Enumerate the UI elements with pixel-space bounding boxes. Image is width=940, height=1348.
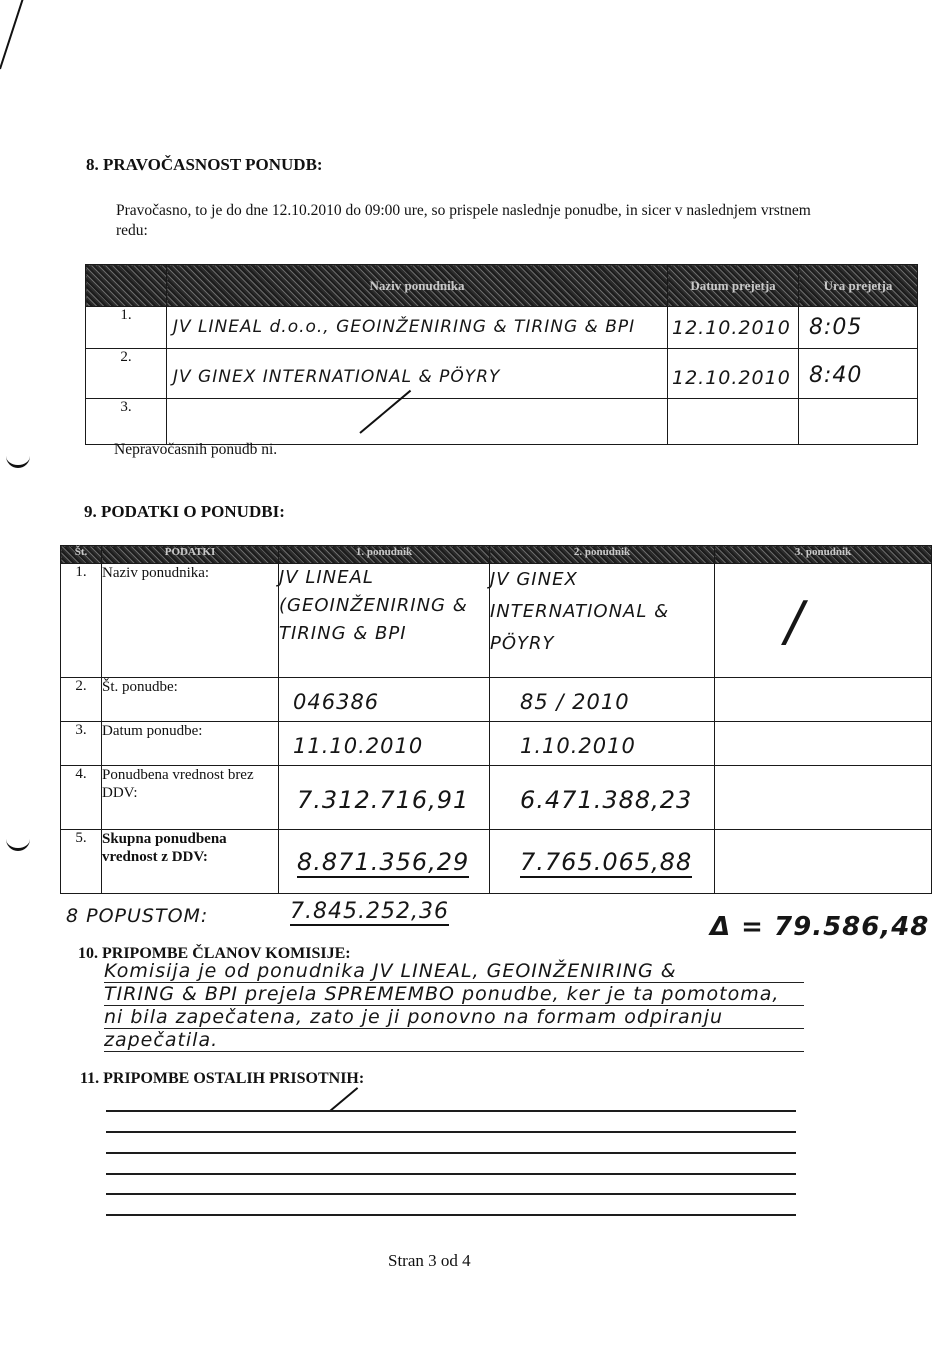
punch-mark-1 (6, 455, 30, 468)
receipt-date: 12.10.2010 (668, 307, 799, 349)
row-number: 1. (86, 307, 167, 349)
bidder-1-value: 11.10.2010 (279, 722, 490, 766)
bidder-3-value: / (715, 564, 932, 678)
table-row (61, 766, 932, 830)
remark-line: ni bila zapečatena, zato je ji ponovno na formam odpiranju (104, 1006, 804, 1029)
strike-stroke (329, 1087, 358, 1112)
row-label: Št. ponudbe: (102, 678, 279, 722)
bidder-name (167, 399, 668, 445)
row-number: 5. (61, 830, 102, 894)
receipt-date (668, 399, 799, 445)
bidder-2-value: 7.765.065,88 (520, 848, 693, 876)
bidder-2-value: 1.10.2010 (490, 722, 715, 766)
section-8-title: 8. PRAVOČASNOST PONUDB: (86, 155, 323, 174)
blank-line (106, 1110, 796, 1112)
bidder-name: JV LINEAL d.o.o., GEOINŽENIRING & TIRING & BPI (167, 307, 668, 349)
receipt-time: 8:40 (799, 349, 918, 399)
row-number: 3. (61, 722, 102, 766)
bidder-2-total-cell (490, 830, 715, 894)
bidder-1-value: JV LINEAL (GEOINŽENIRING & TIRING & BPI (279, 564, 490, 678)
remark-line: zapečatila. (104, 1029, 804, 1052)
row-number: 2. (86, 349, 167, 399)
timeliness-table (85, 264, 918, 445)
bidder-3-value (715, 678, 932, 722)
header-cell-date: Datum prejetja (668, 265, 799, 307)
header-cell-time: Ura prejetja (799, 265, 918, 307)
blank-line (106, 1193, 796, 1195)
bidder-3-value (715, 766, 932, 830)
section-8-intro: Pravočasno, to je do dne 12.10.2010 do 09:00 ure, so prispele naslednje ponudbe, in sicer v naslednjem vrstnem redu: (116, 202, 811, 239)
table-row (86, 349, 918, 399)
row-number: 4. (61, 766, 102, 830)
committee-remarks (104, 960, 804, 1052)
blank-line (106, 1152, 796, 1154)
receipt-time: 8:05 (799, 307, 918, 349)
row-number: 1. (61, 564, 102, 678)
header-cell-bidder-1: 1. ponudnik (279, 546, 490, 564)
bidder-1-value: 8.871.356,29 (297, 848, 470, 876)
bidder-1-value: 7.312.716,91 (279, 766, 490, 830)
section-10-title: 10. PRIPOMBE ČLANOV KOMISIJE: (78, 945, 351, 962)
row-number: 2. (61, 678, 102, 722)
bidder-name: JV GINEX INTERNATIONAL & PÖYRY (167, 349, 668, 399)
row-number: 3. (86, 399, 167, 445)
punch-mark-2 (6, 838, 30, 851)
receipt-time (799, 399, 918, 445)
header-cell-bidder-2: 2. ponudnik (490, 546, 715, 564)
table-row (86, 399, 918, 445)
late-bids-note: Nepravočasnih ponudb ni. (114, 441, 278, 458)
bidder-2-value: 6.471.388,23 (490, 766, 715, 830)
blank-line (106, 1214, 796, 1216)
receipt-date: 12.10.2010 (668, 349, 799, 399)
bidder-1-value: 046386 (279, 678, 490, 722)
row-label: Skupna ponudbena vrednost z DDV: (102, 830, 279, 894)
table-row (61, 830, 932, 894)
section-11-title: 11. PRIPOMBE OSTALIH PRISOTNIH: (80, 1070, 365, 1087)
table-row (86, 307, 918, 349)
blank-line (106, 1131, 796, 1133)
price-difference: Δ = 79.586,48 (710, 912, 930, 942)
section-9-title: 9. PODATKI O PONUDBI: (84, 502, 285, 521)
header-cell-name: Naziv ponudnika (167, 265, 668, 307)
header-cell-bidder-3: 3. ponudnik (715, 546, 932, 564)
table-row (61, 722, 932, 766)
margin-pen-stroke (0, 0, 24, 69)
bid-data-table (60, 545, 932, 894)
header-cell-data: PODATKI (102, 546, 279, 564)
bidder-3-value (715, 830, 932, 894)
header-cell-no: Št. (61, 546, 102, 564)
bidder-2-value: JV GINEX INTERNATIONAL & PÖYRY (490, 564, 715, 678)
discount-value: 7.845.252,36 (290, 899, 449, 924)
header-cell-no (86, 265, 167, 307)
bidder-2-value: 85 / 2010 (490, 678, 715, 722)
table-row (61, 564, 932, 678)
bidder-1-total-cell (279, 830, 490, 894)
row-label: Naziv ponudnika: (102, 564, 279, 678)
blank-line (106, 1173, 796, 1175)
table-row (61, 678, 932, 722)
row-label: Ponudbena vrednost brez DDV: (102, 766, 279, 830)
row-label: Datum ponudbe: (102, 722, 279, 766)
bidder-3-value (715, 722, 932, 766)
discount-label: 8 POPUSTOM: (66, 905, 209, 927)
page-number: Stran 3 od 4 (388, 1251, 471, 1270)
remark-line: Komisija je od ponudnika JV LINEAL, GEOINŽENIRING & (104, 960, 804, 983)
remark-line: TIRING & BPI prejela SPREMEMBO ponudbe, ker je ta pomotoma, (104, 983, 804, 1006)
